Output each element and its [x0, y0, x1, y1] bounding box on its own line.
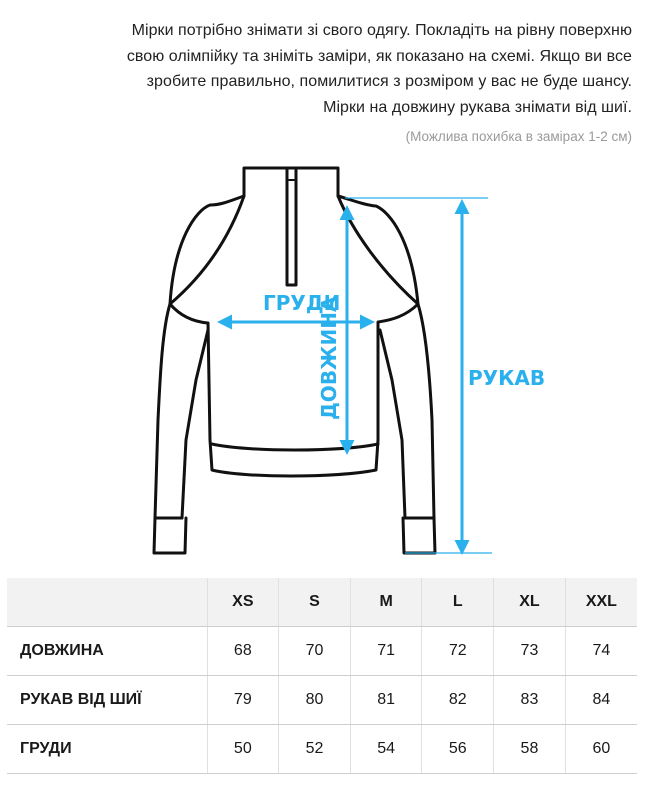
table-cell: 73	[494, 627, 566, 676]
row-label-sleeve: РУКАВ ВІД ШИЇ	[7, 676, 207, 725]
jacket-outline-icon	[154, 168, 435, 553]
header-empty-cell	[7, 578, 207, 627]
table-row-chest	[7, 725, 637, 774]
intro-line-4: Мірки на довжину рукава знімати від шиї.	[323, 98, 632, 116]
size-xl: XL	[494, 578, 566, 627]
table-cell: 71	[350, 627, 422, 676]
measurement-error-note: (Можлива похибка в замірах 1-2 см)	[405, 129, 632, 144]
size-l: L	[422, 578, 494, 627]
table-cell: 83	[494, 676, 566, 725]
table-cell: 70	[279, 627, 351, 676]
intro-line-3: зробите правильно, помилитися з розміром у вас не буде шансу.	[146, 73, 632, 90]
table-cell: 84	[565, 676, 637, 725]
table-cell: 58	[494, 725, 566, 774]
size-xs: XS	[207, 578, 279, 627]
sleeve-label: РУКАВ	[468, 366, 546, 390]
table-cell: 79	[207, 676, 279, 725]
table-cell: 68	[207, 627, 279, 676]
table-cell: 60	[565, 725, 637, 774]
intro-text	[20, 18, 632, 120]
jacket-measurement-diagram	[0, 150, 645, 570]
table-row-length	[7, 627, 637, 676]
length-label: ДОВЖИНА	[317, 296, 341, 420]
size-header-row	[7, 578, 637, 627]
intro-line-2: свою олімпійку та зніміть заміри, як показано на схемі. Якщо ви все	[126, 47, 632, 65]
chest-label: ГРУДИ	[263, 291, 341, 315]
row-label-chest: ГРУДИ	[7, 725, 207, 774]
table-cell: 72	[422, 627, 494, 676]
size-xxl: XXL	[565, 578, 637, 627]
intro-line-1: Мірки потрібно знімати зі свого одягу. Покладіть на рівну поверхню	[131, 22, 632, 39]
size-m: M	[350, 578, 422, 627]
table-cell: 56	[422, 725, 494, 774]
table-cell: 74	[565, 627, 637, 676]
table-cell: 54	[350, 725, 422, 774]
table-cell: 82	[422, 676, 494, 725]
size-chart-table	[7, 578, 637, 774]
table-cell: 50	[207, 725, 279, 774]
row-label-length: ДОВЖИНА	[7, 627, 207, 676]
table-cell: 52	[279, 725, 351, 774]
measurement-arrows	[220, 198, 492, 553]
size-s: S	[279, 578, 351, 627]
table-cell: 81	[350, 676, 422, 725]
table-row-sleeve	[7, 676, 637, 725]
table-cell: 80	[279, 676, 351, 725]
